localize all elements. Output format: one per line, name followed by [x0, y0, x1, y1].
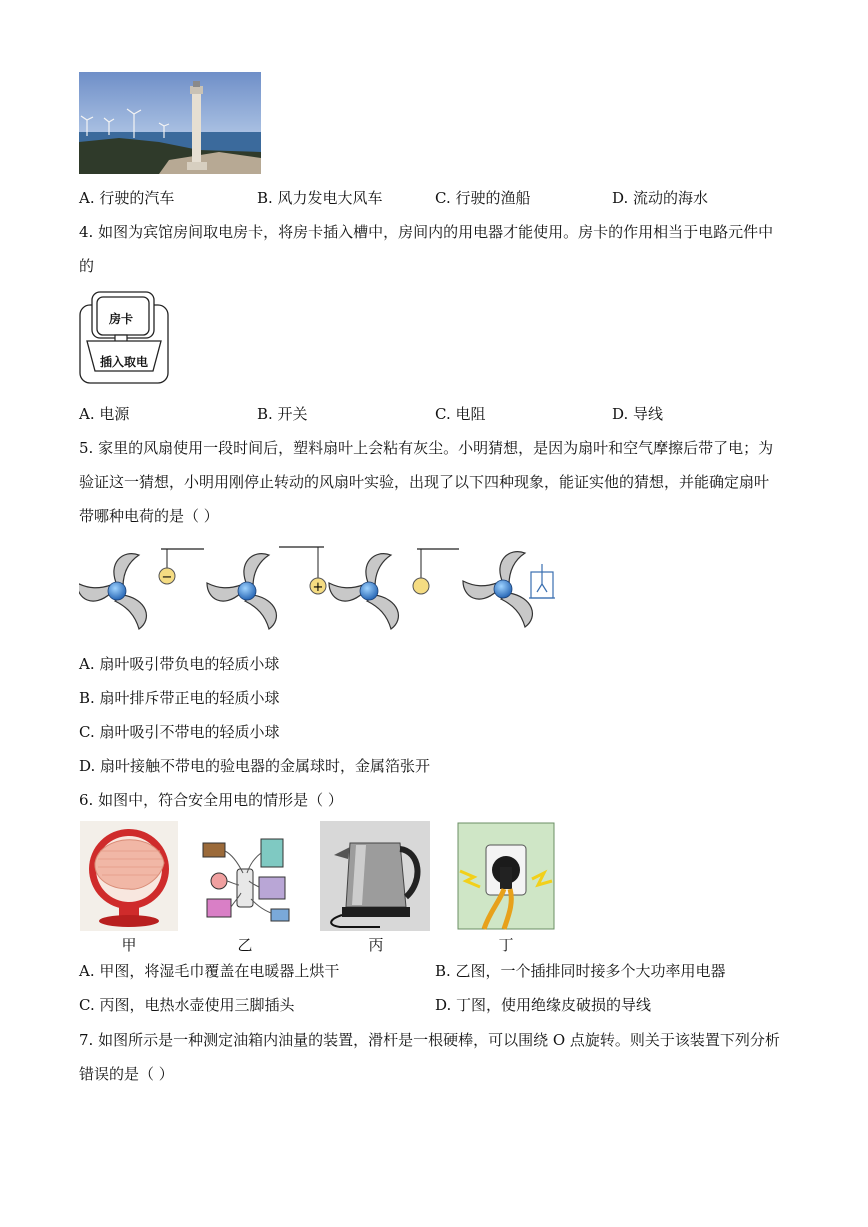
q3-option-d[interactable]: D. 流动的海水 [612, 189, 709, 207]
lighthouse-photo [79, 72, 261, 174]
q5-question-line1: 5. 家里的风扇使用一段时间后，塑料扇叶上会粘有灰尘。小明猜想，是因为扇叶和空气摩擦后带了电；为 [79, 439, 774, 457]
q7-question-line1: 7. 如图所示是一种测定油箱内油量的装置，滑杆是一根硬棒，可以围绕 O 点旋转。则关于该装置下列分析 [79, 1031, 780, 1049]
fan-4-icon [463, 552, 532, 627]
q4-option-c[interactable]: C. 电阻 [435, 405, 486, 423]
fan-2-icon [207, 554, 276, 629]
q6-option-d[interactable]: D. 丁图，使用绝缘皮破损的导线 [435, 996, 652, 1014]
damaged-wire-socket-image [456, 821, 556, 931]
overloaded-outlet-image [199, 829, 299, 929]
q5-option-d[interactable]: D. 扇叶接触不带电的验电器的金属球时，金属箔张开 [79, 757, 431, 775]
fan-experiments-figure [79, 544, 559, 634]
q3-option-a[interactable]: A. 行驶的汽车 [79, 189, 175, 207]
q4-option-b[interactable]: B. 开关 [257, 405, 308, 423]
q6-option-a[interactable]: A. 甲图，将湿毛巾覆盖在电暖器上烘干 [79, 962, 340, 980]
q6-option-b[interactable]: B. 乙图，一个插排同时接多个大功率用电器 [435, 962, 726, 980]
fan-1-icon [79, 554, 146, 629]
fan-3-icon [329, 554, 398, 629]
q5-question-line3: 带哪种电荷的是（ ） [79, 507, 219, 525]
q5-option-a[interactable]: A. 扇叶吸引带负电的轻质小球 [79, 655, 280, 673]
caption-ding: 丁 [498, 936, 514, 954]
ball-plus-sign: + [312, 580, 324, 595]
q6-question-line1: 6. 如图中，符合安全用电的情形是（ ） [79, 791, 343, 809]
q4-option-d[interactable]: D. 导线 [612, 405, 664, 423]
q5-option-b[interactable]: B. 扇叶排斥带正电的轻质小球 [79, 689, 280, 707]
caption-yi: 乙 [237, 936, 253, 954]
room-card-figure [79, 291, 169, 385]
q3-option-b[interactable]: B. 风力发电大风车 [257, 189, 383, 207]
heater-towel-image [80, 821, 178, 931]
q6-option-c[interactable]: C. 丙图，电热水壶使用三脚插头 [79, 996, 295, 1014]
room-card-label: 房卡 [109, 312, 134, 326]
caption-jia: 甲 [121, 936, 137, 954]
card-slot-label: 插入取电 [100, 355, 149, 369]
q7-question-line2: 错误的是（ ） [79, 1065, 174, 1083]
q5-question-line2: 验证这一猜想，小明用刚停止转动的风扇叶实验，出现了以下四种现象，能证实他的猜想，并能确定扇叶 [79, 473, 770, 491]
q5-option-c[interactable]: C. 扇叶吸引不带电的轻质小球 [79, 723, 280, 741]
electric-kettle-image [320, 821, 430, 931]
q3-option-c[interactable]: C. 行驶的渔船 [435, 189, 531, 207]
ball-minus-sign: − [161, 570, 173, 585]
electroscope-icon [529, 564, 555, 598]
q4-option-a[interactable]: A. 电源 [79, 405, 130, 423]
q4-question-line1: 4. 如图为宾馆房间取电房卡，将房卡插入槽中，房间内的用电器才能使用。房卡的作用相当于电路元件中 [79, 223, 774, 241]
q4-question-line2: 的 [79, 257, 95, 275]
caption-bing: 丙 [368, 936, 384, 954]
